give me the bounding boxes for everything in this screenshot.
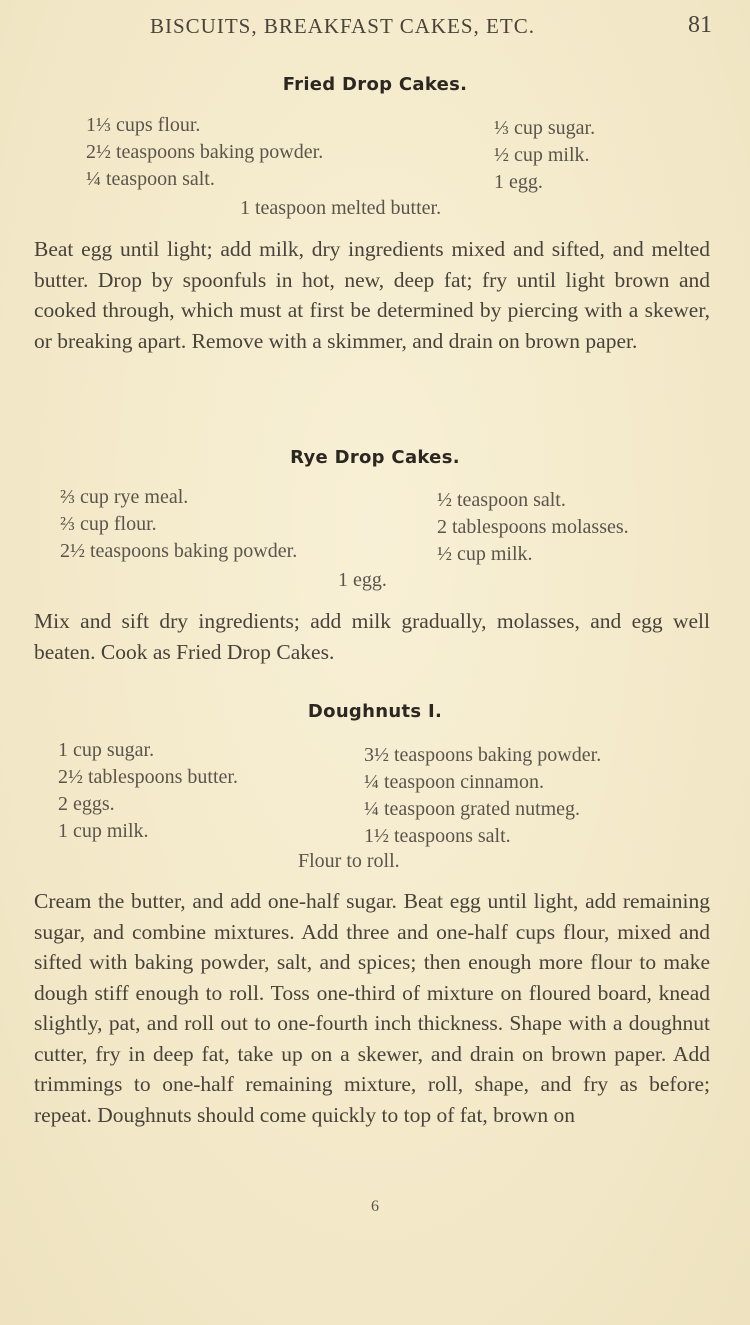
ingredient-item: ½ cup milk. <box>494 144 590 166</box>
ingredient-item: ¼ teaspoon cinnamon. <box>364 771 544 793</box>
ingredient-item: ⅔ cup rye meal. <box>60 486 189 508</box>
ingredient-item: 1½ teaspoons salt. <box>364 825 511 847</box>
ingredient-item-center: 1 egg. <box>338 569 387 591</box>
recipe-method: Cream the butter, and add one-half sugar. Beat egg until light, add remaining sugar, and combine mixtures. Add three and one-half cups flour, mixed and sifted with baking powder, salt, and spices; then enough more flour to make dough stiff enough to roll. Toss one-third of mixture on floured board, knead slightly, pat, and roll out to one-fourth inch thickness. Shape with a doughnut cutter, fry in deep fat, take up on a skewer, and drain on brown paper. Add trimmings to one-half remaining mixture, roll, shape, and fry as before; repeat. Doughnuts should come quickly to top of fat, brown on <box>34 889 710 1127</box>
ingredient-item: 2½ teaspoons baking powder. <box>60 540 298 562</box>
ingredient-item: 2 eggs. <box>58 793 115 815</box>
ingredient-item: 1 egg. <box>494 171 543 193</box>
ingredient-item: 1 cup sugar. <box>58 739 155 761</box>
ingredient-item-center: 1 teaspoon melted butter. <box>240 197 442 219</box>
ingredient-item: 2½ tablespoons butter. <box>58 766 238 788</box>
ingredient-item: ⅓ cup sugar. <box>494 117 596 139</box>
recipe-method: Beat egg until light; add milk, dry ingredients mixed and sifted, and melted butter. Drop by spoonfuls in hot, new, deep fat; fry until light brown and cooked through, which must at first be determined by piercing with a skewer, or breaking apart. Remove with a skimmer, and drain on brown paper. <box>34 237 710 353</box>
ingredient-item: ⅔ cup flour. <box>60 513 157 535</box>
ingredient-item: ¼ teaspoon salt. <box>86 168 215 190</box>
ingredient-item: 1⅓ cups flour. <box>86 114 201 136</box>
page-number: 81 <box>688 12 712 38</box>
running-title: BISCUITS, BREAKFAST CAKES, ETC. <box>150 14 535 38</box>
ingredient-item: ¼ teaspoon grated nutmeg. <box>364 798 581 820</box>
recipe-title-rye-drop-cakes: Rye Drop Cakes. <box>290 447 460 468</box>
ingredient-item: 3½ teaspoons baking powder. <box>364 744 602 766</box>
ingredient-item-center: Flour to roll. <box>298 850 400 872</box>
recipe-title-fried-drop-cakes: Fried Drop Cakes. <box>282 74 468 95</box>
recipe-title-doughnuts-i: Doughnuts I. <box>307 701 443 722</box>
ingredient-item: 2½ teaspoons baking powder. <box>86 141 324 163</box>
ingredient-item: ½ cup milk. <box>437 543 533 565</box>
ingredient-item: 2 tablespoons molasses. <box>437 516 629 538</box>
signature-mark: 6 <box>371 1198 379 1215</box>
ingredient-item: ½ teaspoon salt. <box>437 489 566 511</box>
ingredient-item: 1 cup milk. <box>58 820 149 842</box>
recipe-method: Mix and sift dry ingredients; add milk gradually, molasses, and egg well beaten. Cook as Fried Drop Cakes. <box>34 609 710 664</box>
